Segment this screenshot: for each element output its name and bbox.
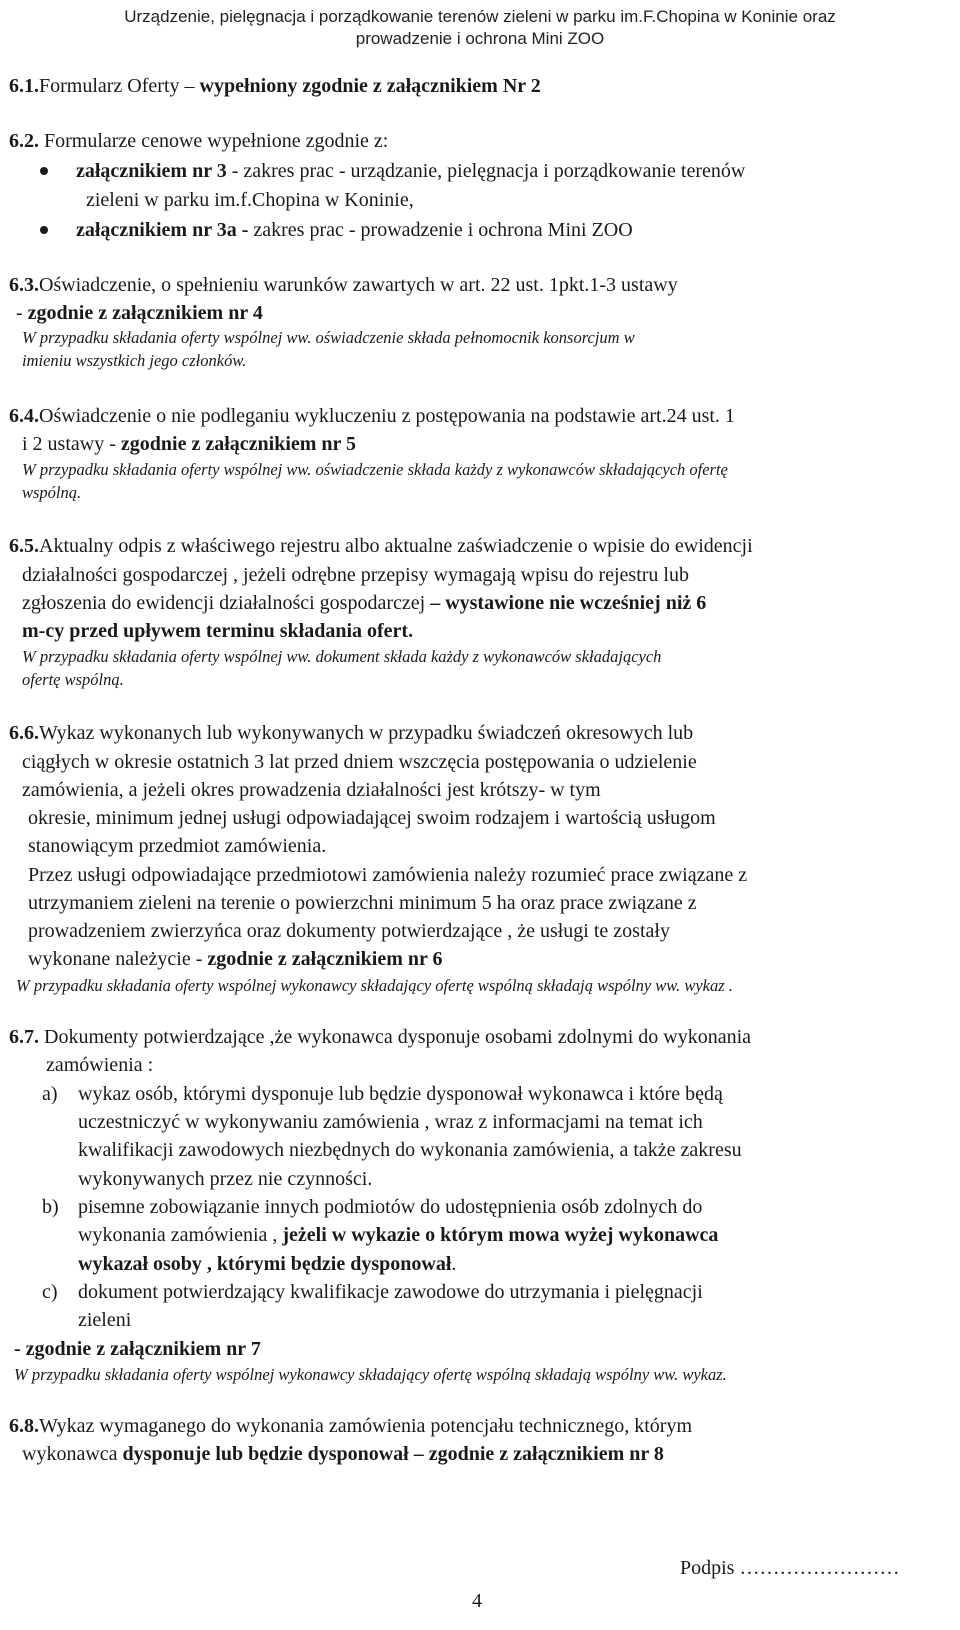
text-line: zamówienia : [46,1054,154,1076]
note: W przypadku składania oferty wspólnej ww. oświadczenie składa każdy z wykonawców składających ofertę [22,460,728,479]
section-6-6 [9,720,693,746]
section-number: 6.4. [9,405,39,427]
section-text: Wykaz wymaganego do wykonania zamówienia potencjału technicznego, którym [39,1415,693,1437]
section-number: 6.2. [9,130,39,152]
line-text: zgłoszenia do ewidencji działalności gospodarczej [22,592,431,614]
section-6-4-line-2 [22,431,356,457]
section-text: Wykaz wykonanych lub wykonywanych w przypadku świadczeń okresowych lub [39,722,694,744]
text-line-bold: m-cy przed upływem terminu składania ofert. [22,620,414,642]
line-text: wykonania zamówienia , [78,1224,283,1246]
bullet-text: zakres prac - prowadzenie i ochrona Mini ZOO [253,219,633,241]
text-line: stanowiącym przedmiot zamówienia. [28,835,327,857]
section-number: 6.8. [9,1415,39,1437]
section-bold-text: wypełniony zgodnie z załącznikiem Nr 2 [199,75,541,97]
running-header [0,6,960,50]
list-item-b [78,1222,718,1248]
line-text: . [451,1253,457,1275]
note: W przypadku składania oferty wspólnej ww. oświadczenie składa pełnomocnik konsorcjum w [22,328,635,347]
list-item-a: kwalifikacji zawodowych niezbędnych do wykonania zamówienia, a także zakresu [78,1139,742,1161]
line-text: wykonawca [22,1443,123,1465]
bullet-item-1-cont: zieleni w parku im.f.Chopina w Koninie, [86,189,414,211]
line-text: - [16,302,28,324]
section-6-7 [9,1024,751,1050]
text-line [22,590,706,616]
section-number: 6.7. [9,1026,39,1048]
note: W przypadku składania oferty wspólnej ww. dokument składa każdy z wykonawców składających [22,647,662,666]
text-line: ciągłych w okresie ostatnich 3 lat przed dniem wszczęcia postępowania o udzielenie [22,751,697,773]
bullet-icon [40,167,48,175]
list-item-a: uczestniczyć w wykonywaniu zamówienia , wraz z informacjami na temat ich [78,1111,703,1133]
bullet-icon [40,226,48,234]
section-text: Formularze cenowe wypełnione zgodnie z: [39,130,389,152]
line-bold: zgodnie z załącznikiem nr 5 [120,433,357,455]
bullet-bold: załącznikiem nr 3a - [76,219,254,241]
list-item-a: wykaz osób, którymi dysponuje lub będzie dysponował wykonawca i które będą [78,1083,723,1105]
line-bold: – wystawione nie wcześniej niż 6 [430,592,707,614]
section-text: Formularz Oferty – [39,75,200,97]
text-line [22,1441,664,1467]
section-6-8 [9,1413,692,1439]
line-text: i 2 ustawy - [22,433,121,455]
section-text: Oświadczenie o nie podleganiu wykluczeniu z postępowania na podstawie art.24 ust. 1 [39,405,735,427]
section-6-3-line-2 [16,300,263,326]
line-bold: jeżeli w wykazie o którym mowa wyżej wykonawca [282,1224,719,1246]
section-number: 6.3. [9,274,39,296]
list-label-b: b) [42,1196,59,1218]
note: wspólną. [22,483,82,502]
list-label-a: a) [42,1083,58,1105]
list-item-b [78,1251,456,1277]
text-line: utrzymaniem zieleni na terenie o powierzchni minimum 5 ha oraz prace związane z [28,892,697,914]
header-line-2: prowadzenie i ochrona Mini ZOO [355,29,605,48]
list-label-c: c) [42,1281,58,1303]
list-item-c: dokument potwierdzający kwalifikacje zawodowe do utrzymania i pielęgnacji [78,1281,703,1303]
text-line: zamówienia, a jeżeli okres prowadzenia działalności jest krótszy- w tym [22,779,601,801]
section-6-2 [9,128,388,154]
section-number: 6.5. [9,535,39,557]
section-text: Dokumenty potwierdzające ,że wykonawca dysponuje osobami zdolnymi do wykonania [39,1026,752,1048]
line-bold: wykazał osoby , którymi będzie dysponował [78,1253,452,1275]
section-6-3 [9,272,678,298]
bullet-bold: załącznikiem nr 3 [76,160,227,182]
section-number: 6.6. [9,722,39,744]
section-6-4 [9,403,735,429]
attachment-reference: - zgodnie z załącznikiem nr 7 [14,1338,261,1360]
page-number: 4 [472,1590,482,1612]
note: W przypadku składania oferty wspólnej wykonawcy składający ofertę wspólną składają wspólny ww. wykaz. [14,1365,727,1384]
header-line-1: Urządzenie, pielęgnacja i porządkowanie terenów zieleni w parku im.F.Chopina w Koninie oraz [124,7,836,26]
note: ofertę wspólną. [22,670,124,689]
line-bold: zgodnie z załącznikiem nr 4 [27,302,263,324]
section-6-1 [9,73,541,99]
list-item-a: wykonywanych przez nie czynności. [78,1168,373,1190]
line-text: wykonane należycie - [28,948,208,970]
note: imieniu wszystkich jego członków. [22,351,247,370]
section-6-5 [9,533,753,559]
line-bold: dysponuje lub będzie dysponował – zgodnie z załącznikiem nr 8 [122,1443,664,1465]
text-line: prowadzeniem zwierzyńca oraz dokumenty potwierdzające , że usługi te zostały [28,920,670,942]
line-bold: zgodnie z załącznikiem nr 6 [207,948,443,970]
bullet-item-1 [76,158,745,184]
text-line: okresie, minimum jednej usługi odpowiadającej swoim rodzajem i wartością usługom [28,807,716,829]
text-line: działalności gospodarczej , jeżeli odrębne przepisy wymagają wpisu do rejestru lub [22,564,689,586]
section-number: 6.1. [9,75,39,97]
section-text: Oświadczenie, o spełnieniu warunków zawartych w art. 22 ust. 1pkt.1-3 ustawy [39,274,678,296]
text-line [28,946,443,972]
signature-line: Podpis …………………… [680,1557,900,1579]
bullet-item-2 [76,217,633,243]
list-item-b: pisemne zobowiązanie innych podmiotów do udostępnienia osób zdolnych do [78,1196,703,1218]
list-item-c: zieleni [78,1309,132,1331]
bullet-text: - zakres prac - urządzanie, pielęgnacja i porządkowanie terenów [226,160,746,182]
note: W przypadku składania oferty wspólnej wykonawcy składający ofertę wspólną składają wspólny ww. wykaz . [16,976,733,995]
section-text: Aktualny odpis z właściwego rejestru albo aktualne zaświadczenie o wpisie do ewidencji [39,535,753,557]
text-line: Przez usługi odpowiadające przedmiotowi zamówienia należy rozumieć prace związane z [28,864,748,886]
